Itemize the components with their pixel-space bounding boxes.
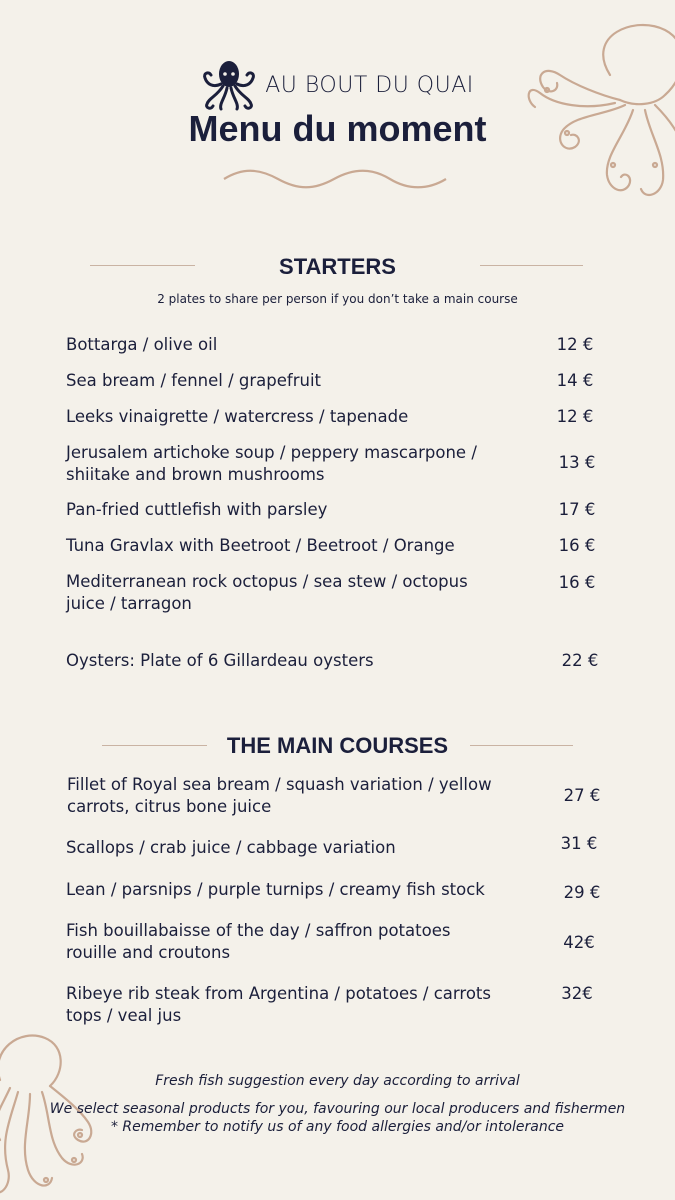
menu-item-name: Lean / parsnips / purple turnips / creamy fish stock xyxy=(66,880,485,899)
menu-item-price: 17 € xyxy=(558,500,596,519)
menu-item-name: Mediterranean rock octopus / sea stew / octopus juice / tarragon xyxy=(66,572,468,613)
page-title: Menu du moment xyxy=(188,108,487,149)
section-title-mains: THE MAIN COURSES xyxy=(226,733,449,758)
menu-item-name: Jerusalem artichoke soup / peppery mascarpone / shiitake and brown mushrooms xyxy=(66,443,477,484)
menu-item-name: Ribeye rib steak from Argentina / potatoes / carrots tops / veal jus xyxy=(66,984,491,1025)
menu-item-price: 27 € xyxy=(563,786,601,805)
divider-line xyxy=(480,265,583,266)
wave-divider xyxy=(222,168,448,190)
menu-item-name: Oysters: Plate of 6 Gillardeau oysters xyxy=(66,651,374,670)
section-title-starters: STARTERS xyxy=(279,254,396,279)
footer-note-fresh-fish: Fresh fish suggestion every day according to arrival xyxy=(155,1073,520,1089)
menu-item-price: 12 € xyxy=(556,407,594,426)
menu-item-name: Fillet of Royal sea bream / squash variation / yellow carrots, citrus bone juice xyxy=(67,775,492,816)
menu-item-price: 29 € xyxy=(563,883,601,902)
menu-item-name: Sea bream / fennel / grapefruit xyxy=(66,371,322,390)
menu-item-name: Bottarga / olive oil xyxy=(66,335,218,354)
starters-note: 2 plates to share per person if you don’t take a main course xyxy=(157,292,518,306)
brand-name: AU BOUT DU QUAI xyxy=(265,72,474,98)
footer-note-seasonal: We select seasonal products for you, favouring our local producers and fishermen xyxy=(49,1101,626,1117)
menu-item-name: Tuna Gravlax with Beetroot / Beetroot / Orange xyxy=(66,536,455,555)
menu-item-price: 16 € xyxy=(558,573,596,592)
menu-item-name: Leeks vinaigrette / watercress / tapenade xyxy=(66,407,409,426)
menu-item-name: Fish bouillabaisse of the day / saffron potatoes rouille and croutons xyxy=(66,921,451,962)
menu-item-price: 31 € xyxy=(560,834,598,853)
footer-note-allergies: * Remember to notify us of any food allergies and/or intolerance xyxy=(110,1119,565,1135)
menu-item-name: Pan-fried cuttlefish with parsley xyxy=(66,500,328,519)
octopus-logo-icon xyxy=(201,58,257,112)
menu-item-price: 13 € xyxy=(558,453,596,472)
menu-item-price: 22 € xyxy=(561,651,599,670)
menu-item-price: 16 € xyxy=(558,536,596,555)
menu-item-price: 32€ xyxy=(561,984,593,1003)
brand-logo xyxy=(0,58,675,112)
menu-item-name: Scallops / crab juice / cabbage variation xyxy=(66,838,396,857)
divider-line xyxy=(470,745,573,746)
menu-item-price: 14 € xyxy=(556,371,594,390)
menu-item-price: 12 € xyxy=(556,335,594,354)
menu-item-price: 42€ xyxy=(563,933,595,952)
